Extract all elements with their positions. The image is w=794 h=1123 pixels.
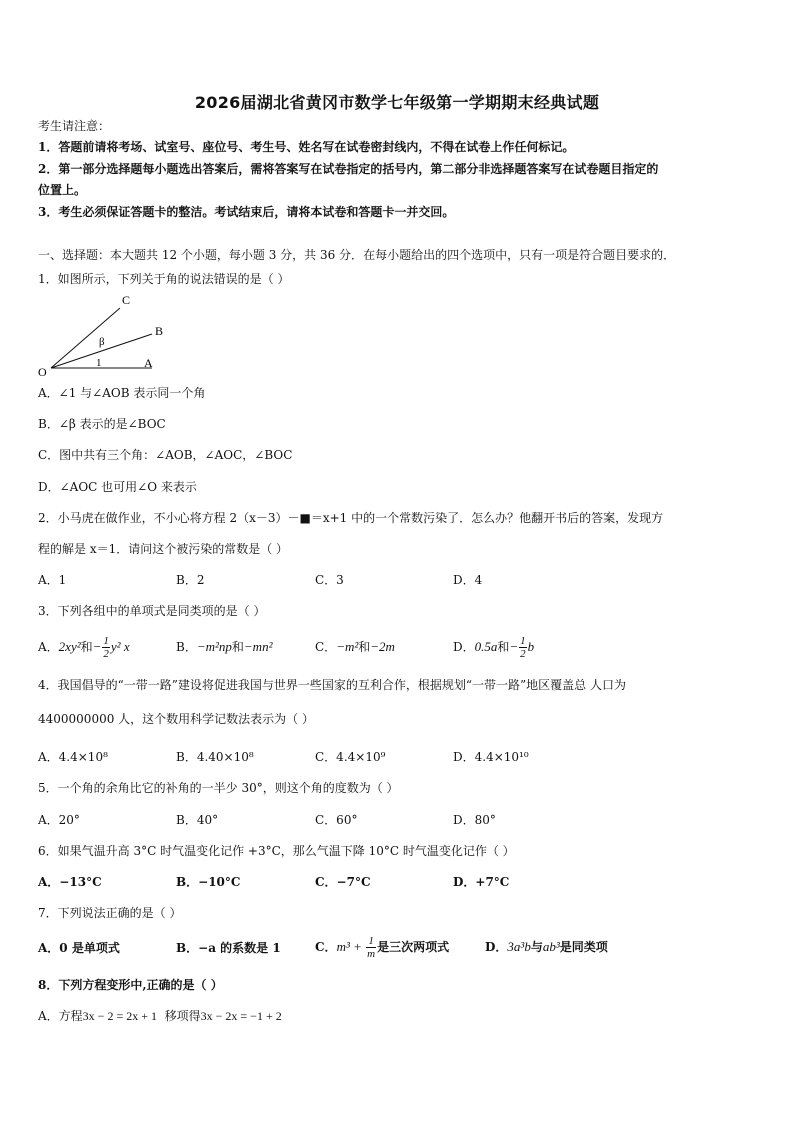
- ray-oc: [51, 308, 120, 368]
- q6-option-d: D．+7°C: [453, 875, 510, 889]
- q7-option-c: C．m³ + $\frac{1}{m}$ 是三次两项式: [315, 935, 450, 960]
- q5-option-b: B．40°: [176, 813, 219, 827]
- q2-option-a: A．1: [38, 573, 67, 587]
- notice-item-2: 2．第一部分选择题每小题选出答案后，需将答案写在试卷指定的括号内，第二部分非选择题答案写在试卷题目指定的: [38, 162, 659, 176]
- q1-option-d: D．∠AOC 也可用∠O 来表示: [38, 480, 197, 494]
- label-a: A: [144, 356, 153, 370]
- q2-stem: 2．小马虎在做作业，不小心将方程 2（x－3）－■＝x+1 中的一个常数污染了．怎么办？他翻开书后的答案，发现方: [38, 511, 664, 525]
- q7-option-a: A．0 是单项式: [38, 941, 120, 955]
- q4-option-d: D．4.4×10¹⁰: [453, 750, 529, 764]
- q4-option-b: B．4.40×10⁸: [176, 750, 254, 764]
- q6-option-a: A．−13°C: [38, 875, 102, 889]
- q3-option-d: D．0.5a和− $\frac{1}{2}$ b: [453, 635, 535, 660]
- notice-item-1: 1．答题前请将考场、试室号、座位号、考生号、姓名写在试卷密封线内，不得在试卷上作任何标记。: [38, 140, 575, 154]
- q6-option-b: B．−10°C: [176, 875, 241, 889]
- q3-stem: 3．下列各组中的单项式是同类项的是（ ）: [38, 604, 266, 618]
- label-beta: β: [99, 336, 105, 348]
- notice-item-2-cont: 位置上。: [38, 183, 87, 197]
- q1-option-c: C．图中共有三个角：∠AOB，∠AOC，∠BOC: [38, 448, 293, 462]
- q2-stem-cont: 程的解是 x＝1．请问这个被污染的常数是（ ）: [38, 542, 289, 556]
- q1-option-b: B．∠β 表示的是∠BOC: [38, 417, 166, 431]
- q3-option-c: C．−m²和−2m: [315, 639, 395, 654]
- q3-option-b: B．−m²np和−mn²: [176, 639, 273, 654]
- q4-stem-cont: 4400000000 人，这个数用科学记数法表示为（ ）: [38, 712, 314, 726]
- label-b: B: [155, 324, 164, 338]
- notice-item-3: 3．考生必须保证答题卡的整洁。考试结束后，请将本试卷和答题卡一并交回。: [38, 205, 455, 219]
- q4-stem: 4．我国倡导的“一带一路”建设将促进我国与世界一些国家的互利合作，根据规划“一带一路”地区覆盖总 人口为: [38, 678, 626, 692]
- section-heading: 一、选择题：本大题共 12 个小题，每小题 3 分，共 36 分．在每小题给出的四个选项中，只有一项是符合题目要求的．: [38, 248, 676, 262]
- q2-option-c: C．3: [315, 573, 344, 587]
- q5-option-d: D．80°: [453, 813, 496, 827]
- q8-option-a: A．方程3x − 2 = 2x + 1 移项得3x − 2x = −1 + 2: [38, 1009, 282, 1023]
- label-angle-1: 1: [96, 357, 102, 369]
- q5-stem: 5．一个角的余角比它的补角的一半少 30°，则这个角的度数为（ ）: [38, 781, 399, 795]
- q4-option-a: A．4.4×10⁸: [38, 750, 108, 764]
- q2-option-b: B．2: [176, 573, 205, 587]
- q7-option-b: B．−a 的系数是 1: [176, 941, 281, 955]
- angle-figure: [34, 290, 174, 380]
- q5-option-c: C．60°: [315, 813, 358, 827]
- q2-option-d: D．4: [453, 573, 483, 587]
- q7-option-d: D．3a³b与ab³是同类项: [485, 939, 608, 954]
- q6-option-c: C．−7°C: [315, 875, 371, 889]
- label-c: C: [122, 293, 131, 307]
- q1-stem: 1．如图所示，下列关于角的说法错误的是（ ）: [38, 272, 290, 286]
- q8-stem: 8．下列方程变形中,正确的是（ ）: [38, 978, 223, 992]
- q3-option-a: A．2xy²和− $\frac{1}{2}$ y² x: [38, 635, 130, 660]
- q7-stem: 7．下列说法正确的是（ ）: [38, 906, 182, 920]
- page-title: 2026届湖北省黄冈市数学七年级第一学期期末经典试题: [194, 93, 600, 112]
- q1-option-a: A．∠1 与∠AOB 表示同一个角: [38, 386, 206, 400]
- notice-heading: 考生请注意：: [38, 119, 111, 133]
- q5-option-a: A．20°: [38, 813, 80, 827]
- q4-option-c: C．4.4×10⁹: [315, 750, 386, 764]
- label-o: O: [38, 365, 47, 379]
- q6-stem: 6．如果气温升高 3°C 时气温变化记作 +3°C，那么气温下降 10°C 时气温变化记作（ ）: [38, 844, 515, 858]
